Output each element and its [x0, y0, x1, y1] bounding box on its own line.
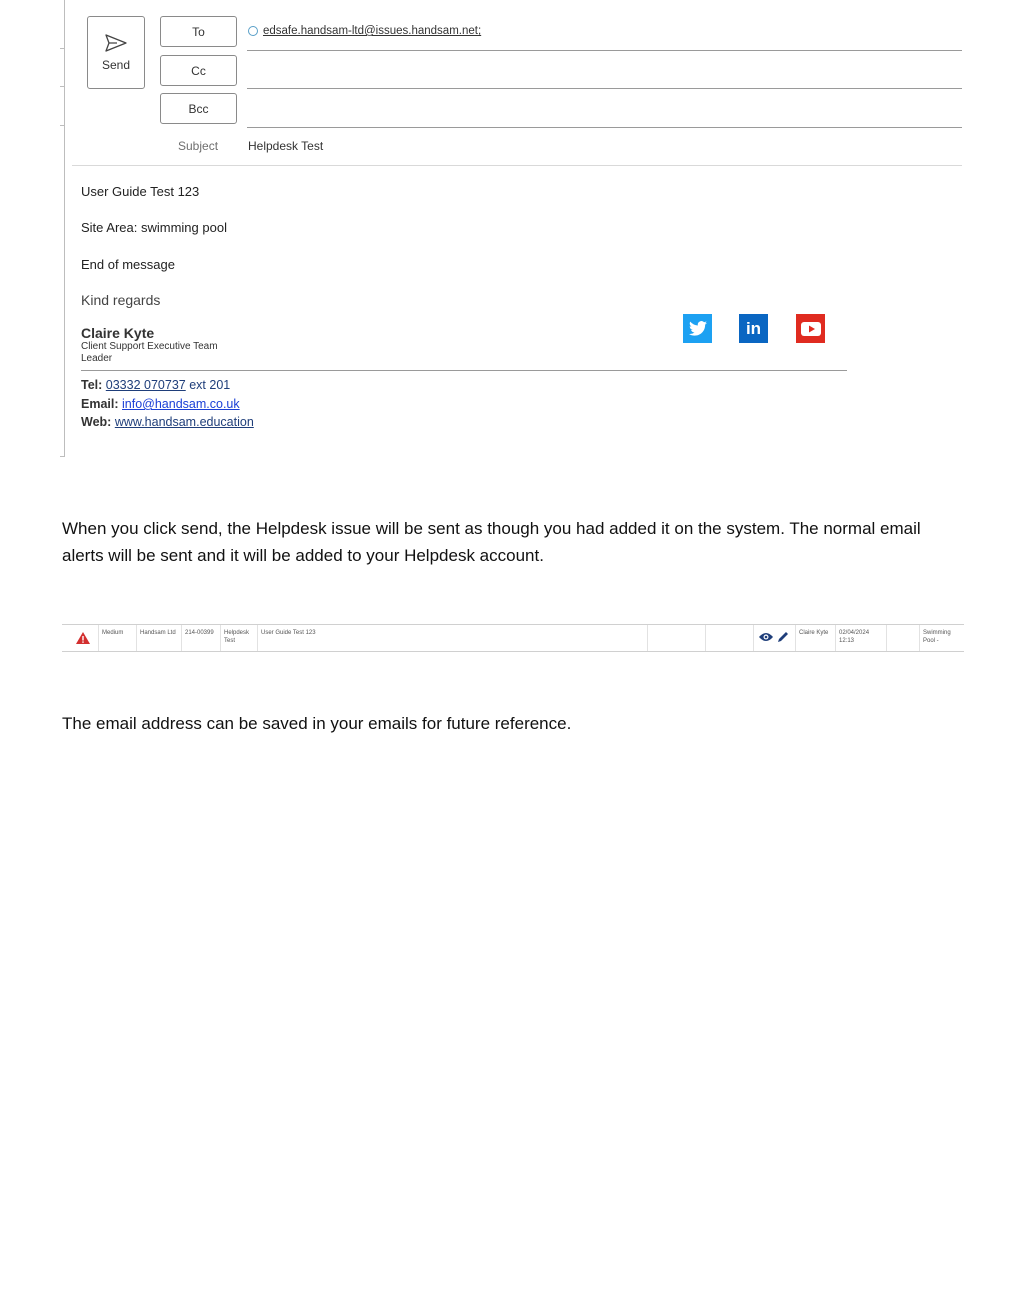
- to-field[interactable]: [248, 25, 481, 37]
- assignee-cell: Claire Kyte: [795, 625, 834, 651]
- bcc-label: Bcc: [188, 101, 209, 116]
- subject-label: Subject: [178, 139, 219, 153]
- tel-label: Tel:: [81, 378, 103, 392]
- closing: Kind regards: [81, 292, 161, 308]
- title-cell: User Guide Test 123: [257, 625, 646, 651]
- message-line-1: User Guide Test 123: [81, 184, 200, 199]
- type-cell: Helpdesk Test: [220, 625, 256, 651]
- to-recipient[interactable]: edsafe.handsam-ltd@issues.handsam.net;: [263, 25, 482, 37]
- blank-cell-2: [705, 625, 752, 651]
- to-label: To: [192, 24, 205, 39]
- cc-button[interactable]: [160, 55, 237, 86]
- warning-icon: [75, 631, 91, 645]
- explanation-paragraph: When you click send, the Helpdesk issue will be sent as though you had added it on the system. The normal email alerts will be sent and it will be added to your Helpdesk account.: [62, 519, 921, 565]
- warning-cell: [62, 625, 97, 651]
- contact-tel: [81, 378, 230, 392]
- send-button[interactable]: [87, 16, 145, 89]
- priority-cell: Medium: [98, 625, 135, 651]
- blank-cell-1: [647, 625, 704, 651]
- linkedin-icon[interactable]: in: [739, 314, 768, 343]
- subject-field[interactable]: Helpdesk Test: [248, 139, 324, 153]
- tel-ext: ext 201: [189, 378, 231, 392]
- subject-divider: [72, 165, 962, 166]
- bcc-field-underline: [247, 127, 962, 128]
- bcc-button[interactable]: [160, 93, 237, 124]
- send-icon: [105, 34, 127, 52]
- helpdesk-row[interactable]: [62, 624, 964, 652]
- send-label: Send: [101, 57, 131, 72]
- email-link[interactable]: info@handsam.co.uk: [122, 397, 240, 411]
- email-label: Email:: [81, 397, 119, 411]
- presence-icon: [248, 26, 258, 36]
- youtube-icon[interactable]: [796, 314, 825, 343]
- signature-role: Client Support Executive Team Leader: [81, 341, 218, 364]
- web-label: Web:: [81, 415, 112, 429]
- to-field-underline: [247, 50, 962, 51]
- view-eye-icon[interactable]: [758, 631, 774, 643]
- date-cell: 02/04/2024 12:13: [835, 625, 885, 651]
- area-cell: Swimming Pool -: [919, 625, 964, 651]
- edit-pencil-icon[interactable]: [776, 630, 790, 644]
- cc-field-underline: [247, 88, 962, 89]
- contact-web: [81, 415, 254, 429]
- reference-cell: 214-00399: [181, 625, 219, 651]
- signature-divider: [81, 370, 847, 371]
- compose-left-border: [64, 0, 65, 456]
- actions-cell: [753, 625, 794, 651]
- to-button[interactable]: [160, 16, 237, 47]
- signature-name: Claire Kyte: [81, 325, 155, 341]
- contact-email: [81, 397, 240, 411]
- message-line-3: End of message: [81, 257, 175, 272]
- save-address-paragraph: The email address can be saved in your emails for future reference.: [62, 714, 572, 733]
- cc-label: Cc: [191, 63, 206, 78]
- message-line-2: Site Area: swimming pool: [81, 220, 227, 235]
- web-link[interactable]: www.handsam.education: [114, 415, 254, 429]
- company-cell: Handsam Ltd: [136, 625, 180, 651]
- tel-link[interactable]: 03332 070737: [105, 378, 186, 392]
- twitter-icon[interactable]: [683, 314, 712, 343]
- blank-cell-3: [886, 625, 918, 651]
